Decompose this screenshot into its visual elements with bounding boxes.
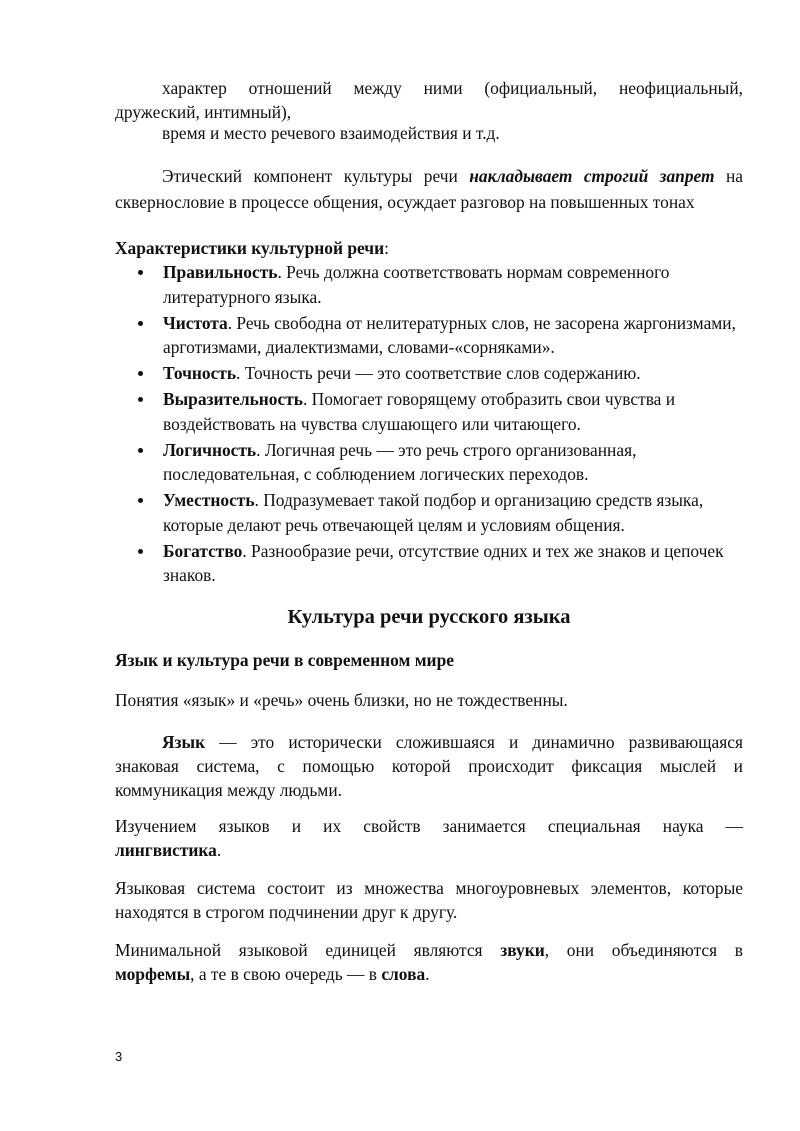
minimal-unit-paragraph xyxy=(115,938,743,986)
relationship-line-1: характер отношений между ними (официальный, неофициальный, xyxy=(162,78,743,98)
characteristic-text: . Речь должна соответствовать нормам современного литературного языка. xyxy=(163,262,670,307)
section-subtitle: Язык и культура речи в современном мире xyxy=(115,650,454,670)
linguistics-period: . xyxy=(216,840,222,860)
characteristic-text: . Разнообразие речи, отсутствие одних и тех же знаков и цепочек знаков. xyxy=(163,540,724,585)
ethics-text-end: на xyxy=(714,166,744,186)
section-subtitle-line xyxy=(115,648,743,672)
characteristic-term: Уместность xyxy=(163,490,255,510)
list-item xyxy=(115,387,743,436)
minimal-unit-period: . xyxy=(425,964,430,984)
bullet-icon xyxy=(138,498,143,503)
characteristic-text: . Подразумевает такой подбор и организацию средств языка, которые делают речь отвечающей целям и условиям общения. xyxy=(163,490,704,535)
list-item xyxy=(115,260,743,309)
linguistics-line-1: Изучением языков и их свойств занимается специальная наука — xyxy=(115,816,743,836)
time-place-paragraph xyxy=(115,121,743,145)
language-system-paragraph: Языковая система состоит из множества многоуровневых элементов, которые находятся в строгом подчинении друг к другу. xyxy=(115,878,743,922)
list-item xyxy=(115,438,743,487)
characteristic-term: Выразительность xyxy=(163,389,303,409)
characteristics-heading: Характеристики культурной речи xyxy=(115,238,385,258)
characteristic-term: Точность xyxy=(163,363,237,383)
bullet-icon xyxy=(138,549,143,554)
concepts-paragraph: Понятия «язык» и «речь» очень близки, но не тождественны. xyxy=(115,690,568,710)
term-words: слова xyxy=(381,964,426,984)
characteristic-text: . Речь свободна от нелитературных слов, не засорена жаргонизмами, арготизмами, диалектизмами, словами-«сорняками». xyxy=(163,312,736,357)
linguistics-paragraph xyxy=(115,814,743,862)
bullet-icon xyxy=(138,270,143,275)
characteristic-term: Богатство xyxy=(163,540,243,561)
characteristic-term: Логичность xyxy=(163,439,257,460)
list-item xyxy=(115,539,743,588)
characteristics-list xyxy=(115,260,743,589)
page-number: 3 xyxy=(115,1049,123,1064)
characteristics-colon: : xyxy=(384,238,389,258)
minimal-unit-text-2: , они объединяются в xyxy=(544,940,743,960)
language-definition-paragraph xyxy=(115,730,743,802)
ethics-text-start: Этический компонент культуры речи xyxy=(162,166,470,186)
minimal-unit-text-1: Минимальной языковой единицей являются xyxy=(115,940,501,960)
characteristics-heading-line xyxy=(115,236,743,260)
characteristic-text: . Помогает говорящему отобразить свои чувства и воздействовать на чувства слушающего или читающего. xyxy=(163,389,676,434)
ethics-paragraph xyxy=(115,163,743,215)
term-sounds: звуки xyxy=(500,940,545,960)
characteristic-term: Чистота xyxy=(163,312,228,333)
bullet-icon xyxy=(138,321,143,326)
language-definition: — это исторически сложившаяся и динамично развивающаяся знаковая система, с помощью которой происходит фиксация мыслей и коммуникация между людьми. xyxy=(115,732,743,800)
bullet-icon xyxy=(138,371,143,376)
relationship-paragraph xyxy=(115,76,743,124)
characteristic-term: Правильность xyxy=(163,262,278,282)
ethics-line-2: сквернословие в процессе общения, осуждает разговор на повышенных тонах xyxy=(115,192,695,212)
minimal-unit-text-3: , а те в свою очередь — в xyxy=(190,964,382,984)
language-term: Язык xyxy=(162,732,206,752)
section-title: Культура речи русского языка xyxy=(287,606,571,628)
bullet-icon xyxy=(138,397,143,402)
characteristic-text: . Логичная речь — это речь строго организованная, последовательная, с соблюдением логических переходов. xyxy=(163,439,637,484)
list-item xyxy=(115,361,743,386)
list-item xyxy=(115,488,743,537)
bullet-icon xyxy=(138,448,143,453)
relationship-line-2: дружеский, интимный), xyxy=(115,102,292,122)
term-morphemes: морфемы xyxy=(115,964,191,984)
characteristic-text: . Точность речи — это соответствие слов содержанию. xyxy=(236,363,641,383)
time-place-text: время и место речевого взаимодействия и т.д. xyxy=(162,123,500,143)
linguistics-term: лингвистика xyxy=(115,840,217,860)
ethics-emphasis: накладывает строгий запрет xyxy=(469,166,715,186)
list-item xyxy=(115,311,743,360)
